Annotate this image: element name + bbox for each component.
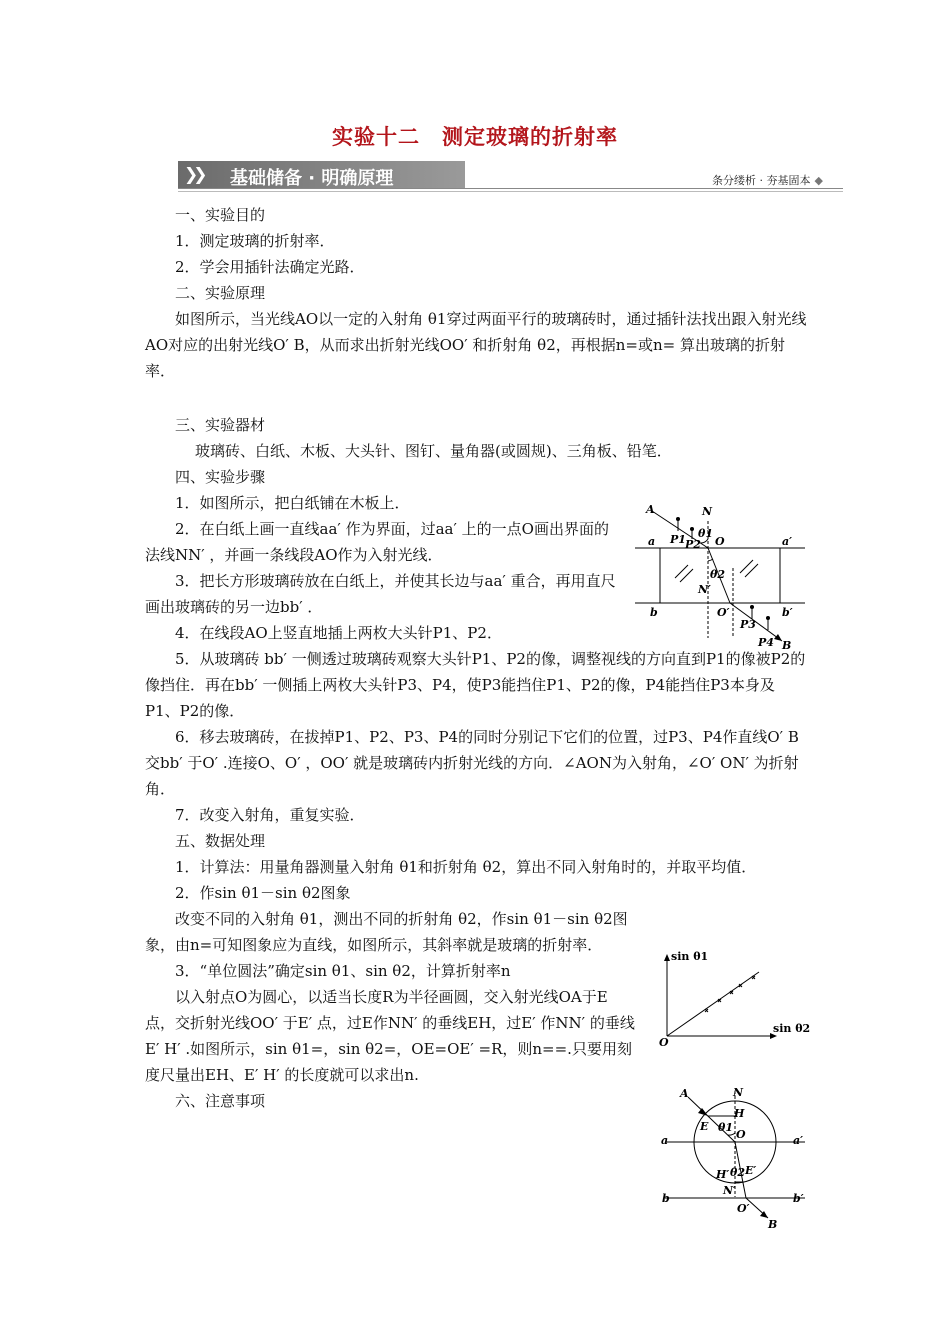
tagline-text: 条分缕析 · 夯基固本 bbox=[712, 174, 811, 187]
paragraph: 1．如图所示，把白纸铺在木板上． bbox=[175, 494, 410, 512]
label-theta1: θ1 bbox=[698, 527, 713, 540]
label-B: B bbox=[782, 639, 792, 652]
diamond-icon: ◆ bbox=[814, 174, 823, 187]
spacer bbox=[145, 384, 809, 412]
label-b: b bbox=[650, 606, 658, 619]
label-a-prime: a′ bbox=[793, 1134, 804, 1147]
sin-graph bbox=[655, 948, 815, 1048]
section-banner bbox=[178, 161, 465, 189]
heading-data: 五、数据处理 bbox=[175, 832, 266, 850]
label-B: B bbox=[768, 1218, 778, 1230]
heading-notes: 六、注意事项 bbox=[175, 1092, 266, 1110]
pin-head bbox=[676, 517, 680, 521]
banner-text: 基础储备 · 明确原理 bbox=[230, 168, 394, 189]
page-title: 实验十二 测定玻璃的折射率 bbox=[332, 125, 618, 149]
y-arrow bbox=[664, 954, 670, 961]
label-A: A bbox=[646, 503, 655, 516]
heading-purpose: 一、实验目的 bbox=[175, 206, 266, 224]
label-O-prime: O′ bbox=[717, 606, 730, 619]
label-E: E bbox=[700, 1120, 709, 1133]
heading-principle: 二、实验原理 bbox=[175, 284, 266, 302]
double-chevron-icon: ❯❯ bbox=[184, 165, 203, 185]
heading-steps: 四、实验步骤 bbox=[175, 468, 266, 486]
emergent-ray bbox=[730, 603, 782, 641]
label-a: a bbox=[648, 535, 656, 548]
label-P4: P4 bbox=[758, 636, 774, 649]
label-N: N bbox=[702, 505, 713, 518]
label-E-prime: E′ bbox=[745, 1164, 757, 1177]
arrow-head bbox=[774, 634, 782, 641]
paragraph: 玻璃砖、白纸、木板、大头针、图钉、量角器(或圆规)、三角板、铅笔． bbox=[195, 442, 672, 460]
label-A: A bbox=[680, 1087, 689, 1100]
label-N: N bbox=[733, 1086, 744, 1099]
label-N-prime: N′ bbox=[723, 1184, 736, 1197]
label-N-prime: N′ bbox=[698, 583, 711, 596]
label-b-prime: b′ bbox=[793, 1192, 804, 1205]
paragraph: 改变不同的入射角 θ1，测出不同的折射角 θ2，作sin θ1－sin θ2图象，由n=可知图象应为直线，如图所示，其斜率就是玻璃的折射率． bbox=[145, 910, 628, 954]
label-b: b bbox=[662, 1192, 670, 1205]
paragraph: 5．从玻璃砖 bb′ 一侧透过玻璃砖观察大头针P1、P2的像，调整视线的方向直到P1的像被P2的像挡住．再在bb′ 一侧插上两枚大头针P3、P4，使P3能挡住P1、P2的像，P4能挡住P3本身及P1、P2的像． bbox=[145, 650, 806, 720]
label-theta1: θ1 bbox=[718, 1121, 733, 1134]
paragraph: 1．测定玻璃的折射率． bbox=[175, 232, 335, 250]
label-O-prime: O′ bbox=[737, 1202, 750, 1215]
y-axis-label: sin θ1 bbox=[671, 950, 709, 963]
unit-circle-diagram bbox=[660, 1085, 810, 1230]
banner-tagline bbox=[712, 172, 823, 188]
paragraph: 4．在线段AO上竖直地插上两枚大头针P1、P2． bbox=[175, 624, 502, 642]
paragraph: 如图所示，当光线AO以一定的入射角 θ1穿过两面平行的玻璃砖时，通过插针法找出跟入射光线AO对应的出射光线O′ B，从而求出折射光线OO′ 和折射角 θ2，再根据n=或n= 算出玻璃的折射率． bbox=[145, 310, 807, 380]
label-theta2: θ2 bbox=[710, 568, 725, 581]
paragraph: 3．“单位圆法”确定sin θ1、sin θ2，计算折射率n bbox=[175, 962, 511, 980]
paragraph: 6．移去玻璃砖，在拔掉P1、P2、P3、P4的同时分别记下它们的位置，过P3、P4作直线O′ B交bb′ 于O′ .连接O、O′ ，OO′ 就是玻璃砖内折射光线的方向．∠AON为入射角，∠O′ ON′ 为折射角． bbox=[145, 728, 799, 798]
heading-equipment: 三、实验器材 bbox=[175, 416, 266, 434]
pin-head bbox=[690, 527, 694, 531]
x-axis-label: sin θ2 bbox=[773, 1022, 811, 1035]
pin-head bbox=[750, 605, 754, 609]
paragraph: 2．作sin θ1－sin θ2图象 bbox=[175, 884, 351, 902]
label-H: H bbox=[734, 1107, 745, 1120]
label-P1: P1 bbox=[670, 533, 686, 546]
paragraph: 2．学会用插针法确定光路． bbox=[175, 258, 365, 276]
origin-label: O bbox=[659, 1036, 669, 1048]
data-points bbox=[705, 976, 755, 1012]
paragraph: 2．在白纸上画一直线aa′ 作为界面，过aa′ 上的一点O画出界面的法线NN′ ，并画一条线段AO作为入射光线． bbox=[145, 520, 609, 564]
angle-theta2-arc bbox=[708, 559, 713, 561]
label-theta2: θ2 bbox=[730, 1166, 745, 1179]
label-H-prime: H′ bbox=[716, 1168, 730, 1181]
pin-head bbox=[766, 616, 770, 620]
label-a-prime: a′ bbox=[782, 535, 793, 548]
label-O: O bbox=[715, 535, 725, 548]
label-P2: P2 bbox=[685, 538, 701, 551]
label-b-prime: b′ bbox=[782, 606, 793, 619]
refraction-diagram bbox=[630, 503, 810, 653]
label-a: a bbox=[661, 1134, 669, 1147]
label-O: O bbox=[736, 1128, 746, 1141]
paragraph: 3．把长方形玻璃砖放在白纸上，并使其长边与aa′ 重合，再用直尺画出玻璃砖的另一边bb′ ． bbox=[145, 572, 616, 616]
divider bbox=[178, 188, 843, 189]
divider bbox=[178, 191, 843, 192]
label-P3: P3 bbox=[740, 618, 756, 631]
paragraph: 1．计算法：用量角器测量入射角 θ1和折射角 θ2，算出不同入射角时的，并取平均值． bbox=[175, 858, 757, 876]
paragraph: 7．改变入射角，重复实验． bbox=[175, 806, 365, 824]
paragraph: 以入射点O为圆心，以适当长度R为半径画圆，交入射光线OA于E点，交折射光线OO′ 于E′ 点，过E作NN′ 的垂线EH，过E′ 作NN′ 的垂线E′ H′ .如图所示，sin θ1=，sin θ2=，OE=OE′ =R，则n==.只要用刻度尺量出EH、E′ H′ 的长度就可以求出n. bbox=[145, 988, 635, 1084]
trend-line bbox=[667, 972, 759, 1036]
